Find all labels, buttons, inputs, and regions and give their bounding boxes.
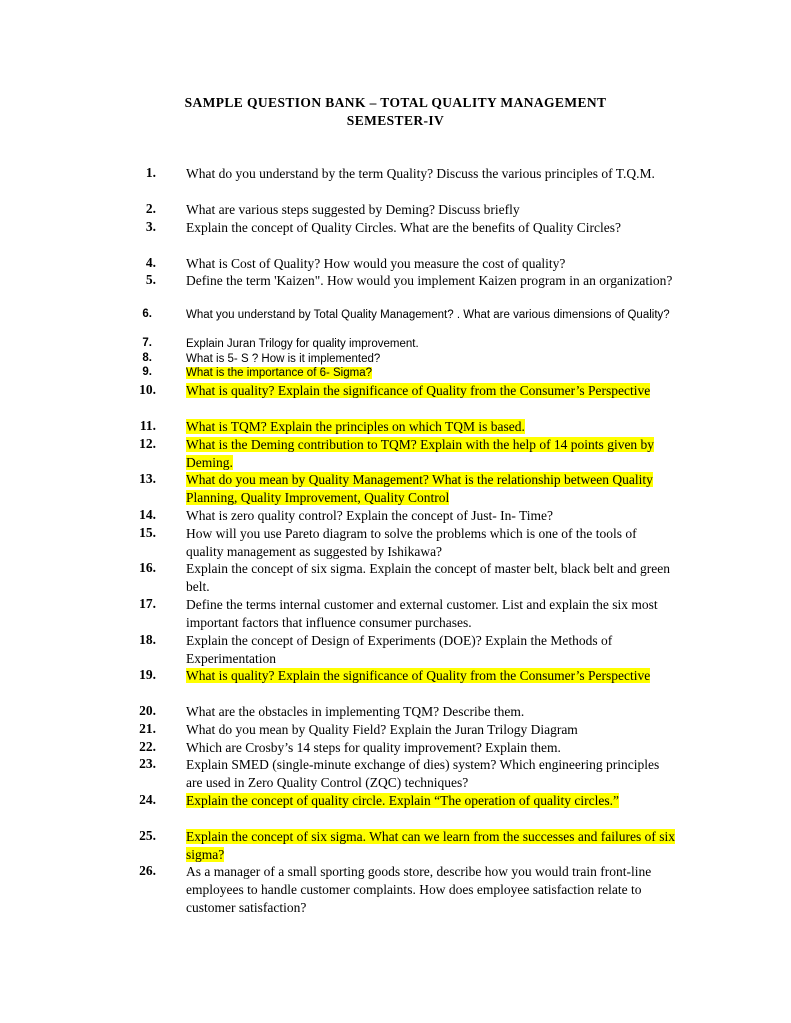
question-number: 25. xyxy=(139,828,156,843)
question-text: Explain SMED (single-minute exchange of dies) system? Which engineering principles are used in Zero Quality Control (ZQC) techniques? xyxy=(186,757,660,790)
document-subtitle: SEMESTER-IV xyxy=(346,113,445,128)
question-text: What do you mean by Quality Field? Explain the Juran Trilogy Diagram xyxy=(186,722,578,737)
question-text: What is 5- S ? How is it implemented? xyxy=(186,353,381,365)
question-number: 18. xyxy=(139,632,156,647)
question-number: 24. xyxy=(139,792,156,807)
question-number: 2. xyxy=(145,201,156,216)
question-number: 22. xyxy=(139,739,156,754)
question-number: 6. xyxy=(142,308,152,320)
question-number: 26. xyxy=(139,863,156,878)
question-text: Define the terms internal customer and external customer. List and explain the six most important factors that influence consumer purchases. xyxy=(186,597,658,630)
question-number: 8. xyxy=(142,352,152,364)
question-number: 7. xyxy=(142,337,152,349)
question-text: Define the term 'Kaizen". How would you implement Kaizen program in an organization? xyxy=(186,273,673,288)
question-number: 13. xyxy=(139,471,156,486)
question-number: 17. xyxy=(139,596,156,611)
question-text: What is quality? Explain the significance of Quality from the Consumer’s Perspective xyxy=(186,668,651,683)
question-text: Explain the concept of Quality Circles. What are the benefits of Quality Circles? xyxy=(186,220,621,235)
question-text: Explain the concept of six sigma. Explain the concept of master belt, black belt and green belt. xyxy=(186,561,670,594)
question-text: Explain the concept of quality circle. Explain “The operation of quality circles.” xyxy=(186,793,619,808)
question-number: 4. xyxy=(145,255,156,270)
question-number: 20. xyxy=(139,703,156,718)
question-text: What is TQM? Explain the principles on which TQM is based. xyxy=(186,419,525,434)
question-number: 11. xyxy=(139,418,156,433)
question-text: What is zero quality control? Explain the concept of Just- In- Time? xyxy=(186,508,554,523)
question-number: 16. xyxy=(139,560,156,575)
question-text: Explain the concept of six sigma. What can we learn from the successes and failures of six sigma? xyxy=(186,829,675,862)
question-number: 23. xyxy=(139,756,156,771)
question-text: What is the Deming contribution to TQM? Explain with the help of 14 points given by Deming. xyxy=(186,437,655,470)
question-number: 15. xyxy=(139,525,156,540)
question-number: 14. xyxy=(139,507,156,522)
question-number: 12. xyxy=(139,436,156,451)
question-text: Which are Crosby’s 14 steps for quality improvement? Explain them. xyxy=(186,740,561,755)
question-text: What is the importance of 6- Sigma? xyxy=(186,367,372,379)
question-number: 21. xyxy=(139,721,156,736)
question-number: 19. xyxy=(139,667,156,682)
question-text: What is quality? Explain the significance of Quality from the Consumer’s Perspective xyxy=(186,383,651,398)
question-text: Explain the concept of Design of Experiments (DOE)? Explain the Methods of Experimentation xyxy=(186,633,613,666)
question-number: 5. xyxy=(145,272,156,287)
question-text: As a manager of a small sporting goods store, describe how you would train front-line employees to handle customer complaints. How does employee satisfaction relate to customer satisfaction? xyxy=(186,864,652,915)
question-number: 10. xyxy=(139,382,156,397)
question-number: 1. xyxy=(145,165,156,180)
question-text: What is Cost of Quality? How would you measure the cost of quality? xyxy=(186,256,566,271)
question-text: What do you understand by the term Quality? Discuss the various principles of T.Q.M. xyxy=(186,166,655,181)
question-text: What you understand by Total Quality Management? . What are various dimensions of Quality? xyxy=(186,309,670,321)
document-title: SAMPLE QUESTION BANK – TOTAL QUALITY MANAGEMENT xyxy=(184,95,607,110)
question-number: 3. xyxy=(145,219,156,234)
question-text: What do you mean by Quality Management? What is the relationship between Quality Planning, Quality Improvement, Quality Control xyxy=(186,472,653,505)
question-text: What are the obstacles in implementing TQM? Describe them. xyxy=(186,704,525,719)
question-text: Explain Juran Trilogy for quality improvement. xyxy=(186,338,419,350)
question-text: How will you use Pareto diagram to solve the problems which is one of the tools of quality management as suggested by Ishikawa? xyxy=(186,526,637,559)
question-text: What are various steps suggested by Deming? Discuss briefly xyxy=(186,202,520,217)
question-number: 9. xyxy=(142,366,152,378)
